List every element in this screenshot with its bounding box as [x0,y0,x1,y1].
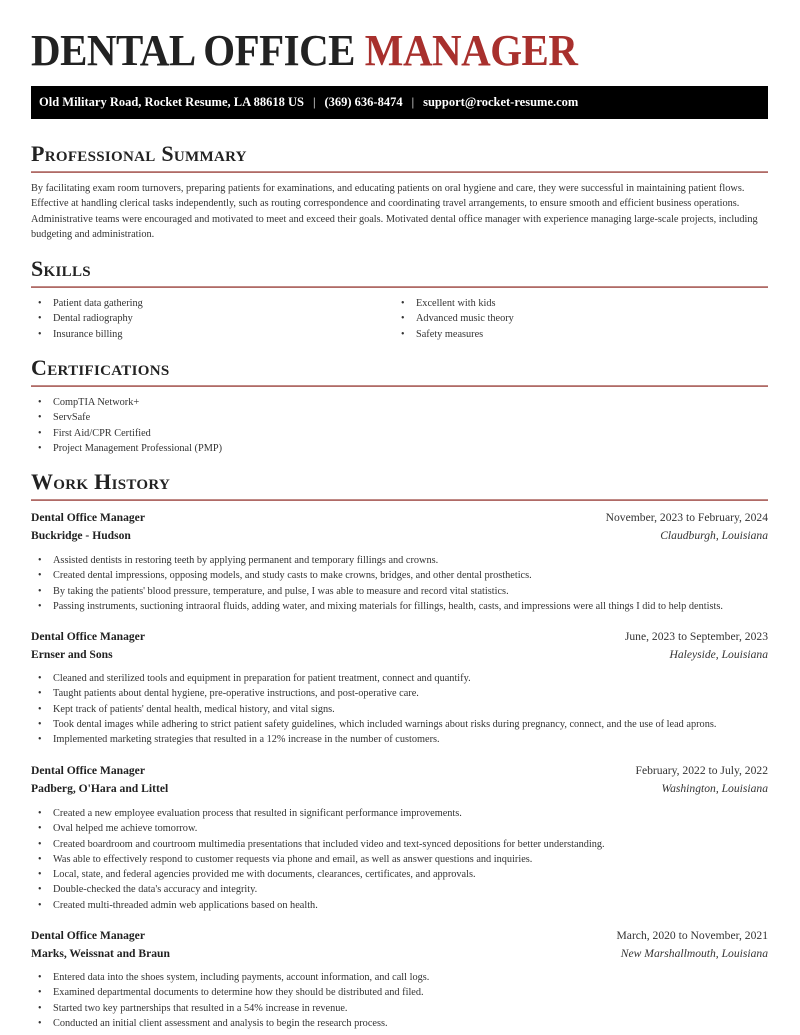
section-heading-certifications: Certifications [31,355,170,380]
job-bullet: • Created a new employee evaluation process that resulted in significant performance improvements. [31,806,605,821]
job-bullet: • Examined departmental documents to determine how they should be distributed and filed. [31,985,429,1000]
job-title: Dental Office Manager [31,764,145,777]
resume-title [31,26,577,76]
job-dates: March, 2020 to November, 2021 [616,929,768,942]
job-bullet: • Created dental impressions, opposing models, and study casts to make crowns, bridges, and other dental prosthetics. [31,568,723,583]
section-heading-summary: Professional Summary [31,141,247,166]
certification-item: • Project Management Professional (PMP) [31,441,222,456]
skill-item: • Dental radiography [31,311,143,326]
job-bullet: • Local, state, and federal agencies provided me with documents, clearances, certificates, and approvals. [31,867,605,882]
job-location: Washington, Louisiana [661,782,768,795]
job-bullets [31,671,716,747]
job-bullet: • Was able to effectively respond to customer requests via phone and email, as well as answer questions and inquiries. [31,852,605,867]
title-part-2: MANAGER [364,26,578,75]
certifications-list [31,395,222,456]
job-bullet: • Started two key partnerships that resulted in a 54% increase in revenue. [31,1001,429,1016]
section-divider [31,385,768,387]
certification-item: • First Aid/CPR Certified [31,426,222,441]
skill-item: • Patient data gathering [31,296,143,311]
job-dates: February, 2022 to July, 2022 [635,764,768,777]
skills-list-left [31,296,143,342]
job-company: Marks, Weissnat and Braun [31,947,170,960]
job-company: Ernser and Sons [31,648,113,661]
job-bullet: • Oval helped me achieve tomorrow. [31,821,605,836]
certification-item: • ServSafe [31,410,222,425]
job-title: Dental Office Manager [31,511,145,524]
skills-list-right [394,296,514,342]
certification-item: • CompTIA Network+ [31,395,222,410]
job-bullets [31,553,723,614]
job-bullet: • Created boardroom and courtroom multimedia presentations that included video and text-synced depositions for better understanding. [31,837,605,852]
job-bullet: • By taking the patients' blood pressure, temperature, and pulse, I was able to measure and record vital statistics. [31,584,723,599]
contact-phone[interactable]: (369) 636-8474 [324,95,403,109]
skill-item: • Safety measures [394,327,514,342]
job-bullet: • Conducted an initial client assessment and analysis to begin the research process. [31,1016,429,1031]
job-bullet: • Entered data into the shoes system, including payments, account information, and call logs. [31,970,429,985]
job-bullet: • Assisted dentists in restoring teeth by applying permanent and temporary fillings and crowns. [31,553,723,568]
section-heading-skills: Skills [31,256,91,281]
job-bullet: • Implemented marketing strategies that resulted in a 12% increase in the number of customers. [31,732,716,747]
job-bullet: • Double-checked the data's accuracy and integrity. [31,882,605,897]
job-bullets [31,970,429,1031]
contact-bar [31,86,768,119]
job-bullets [31,806,605,913]
job-bullet: • Created multi-threaded admin web applications based on health. [31,898,605,913]
job-dates: June, 2023 to September, 2023 [624,630,768,643]
job-location: Claudburgh, Louisiana [660,529,768,542]
skill-item: • Advanced music theory [394,311,514,326]
contact-email[interactable]: support@rocket-resume.com [423,95,579,109]
skill-item: • Insurance billing [31,327,143,342]
job-title: Dental Office Manager [31,929,145,942]
job-company: Buckridge - Hudson [31,529,131,542]
job-bullet: • Cleaned and sterilized tools and equipment in preparation for patient treatment, connect and quantify. [31,671,716,686]
section-divider [31,286,768,288]
skill-item: • Excellent with kids [394,296,514,311]
job-title: Dental Office Manager [31,630,145,643]
contact-separator: | [411,95,415,109]
summary-text: By facilitating exam room turnovers, preparing patients for examinations, and educating patients on oral hygiene and care, they were successful in maintaining patient flows. Effective at handling clerical tasks independently, such as routing correspondence and coordinating travel arrangements, to ensure smooth and efficient business operations. Administrative teams were encouraged and motivated to meet and exceed their goals. Motivated dental office manager with experience managing large-scale projects, including budgeting and administration. [31,183,758,240]
job-bullet: • Passing instruments, suctioning intraoral fluids, adding water, and mixing materials for fillings, health, casts, and impressions were all things I did to help dentists. [31,599,723,614]
section-divider [31,499,768,501]
job-location: New Marshallmouth, Louisiana [620,947,768,960]
job-dates: November, 2023 to February, 2024 [605,511,768,524]
job-bullet: • Took dental images while adhering to strict patient safety guidelines, which included warnings about risks during pregnancy, connect, and the use of lead aprons. [31,717,716,732]
job-bullet: • Kept track of patients' dental health, medical history, and vital signs. [31,702,716,717]
job-company: Padberg, O'Hara and Littel [31,782,169,795]
job-location: Haleyside, Louisiana [669,648,768,661]
contact-address: Old Military Road, Rocket Resume, LA 88618 US [39,95,304,109]
job-bullet: • Taught patients about dental hygiene, pre-operative instructions, and post-operative care. [31,686,716,701]
section-heading-work-history: Work History [31,469,171,494]
contact-separator: | [312,95,316,109]
title-part-1: DENTAL OFFICE [31,26,356,75]
section-divider [31,171,768,173]
